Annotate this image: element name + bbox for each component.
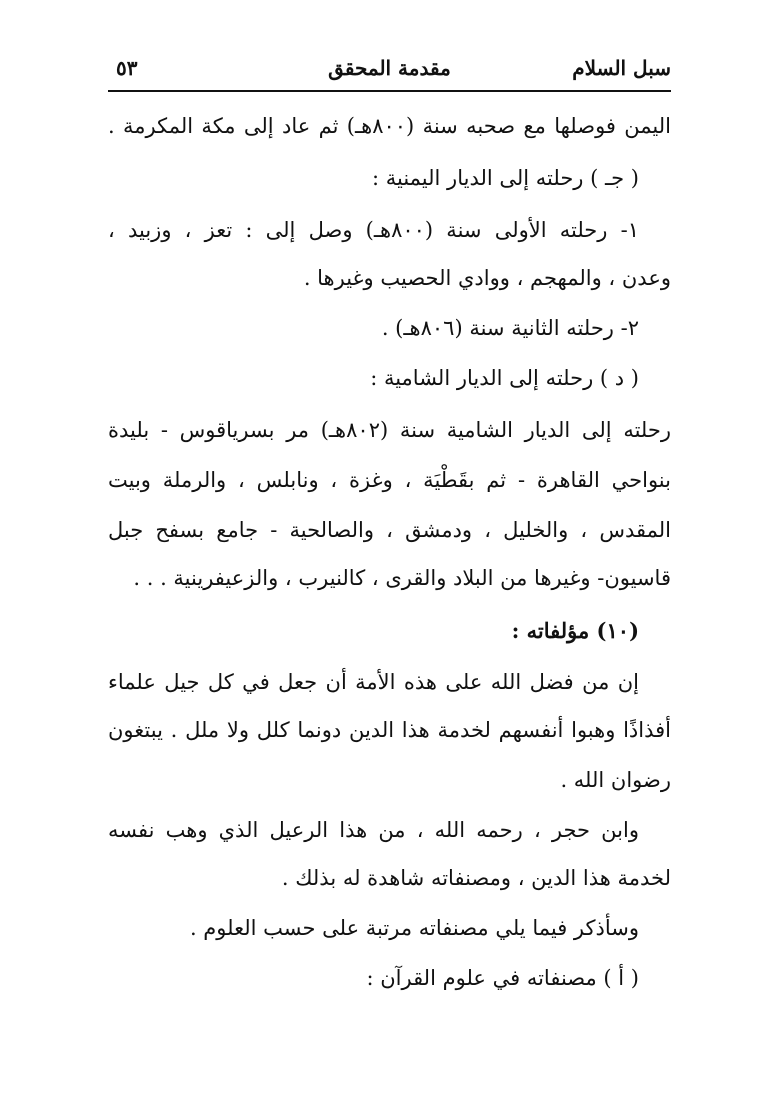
text-line-1: اليمن فوصلها مع صحبه سنة (٨٠٠هـ) ثم عاد إلى مكة المكرمة . [108, 114, 671, 138]
page-header [108, 48, 671, 92]
text-line-5: ٢- رحلته الثانية سنة (٨٠٦هـ) . [381, 316, 639, 340]
text-line-16: لخدمة هذا الدين ، ومصنفاته شاهدة له بذلك . [281, 866, 671, 890]
subheading-sham-travels: ( د ) رحلته إلى الديار الشامية : [370, 366, 639, 390]
section-heading-works: (١٠) مؤلفاته : [511, 618, 639, 643]
text-line-9: المقدس ، والخليل ، ودمشق ، والصالحية - جامع بسفح جبل [108, 518, 672, 542]
subheading-yemen-travels: ( جـ ) رحلته إلى الديار اليمنية : [371, 166, 639, 190]
text-line-15: وابن حجر ، رحمه الله ، من هذا الرعيل الذي وهب نفسه [108, 818, 639, 842]
book-title: سبل السلام [572, 56, 671, 80]
text-line-8: بنواحي القاهرة - ثم بقَطْيَة ، وغزة ، ونابلس ، والرملة وبيت [108, 468, 671, 492]
text-line-14: رضوان الله . [560, 768, 671, 792]
text-line-7: رحلته إلى الديار الشامية سنة (٨٠٢هـ) مر بسرياقوس - بليدة [108, 418, 671, 442]
subheading-quran-works: ( أ ) مصنفاته في علوم القرآن : [366, 966, 639, 990]
text-line-10: قاسيون- وغيرها من البلاد والقرى ، كالنيرب ، والزعيفرينية . . . [133, 566, 671, 590]
text-line-12: إن من فضل الله على هذه الأمة أن جعل في كل جيل علماء [108, 670, 639, 694]
section-title: مقدمة المحقق [328, 56, 451, 80]
text-line-3: ١- رحلته الأولى سنة (٨٠٠هـ) وصل إلى : تعز ، وزبيد ، [108, 218, 639, 242]
text-line-17: وسأذكر فيما يلي مصنفاته مرتبة على حسب العلوم . [189, 916, 639, 940]
page-number: ٥٣ [116, 56, 138, 80]
text-line-13: أفذاذًا وهبوا أنفسهم لخدمة هذا الدين دونما كلل ولا ملل . يبتغون [108, 718, 671, 742]
text-line-4: وعدن ، والمهجم ، ووادي الحصيب وغيرها . [303, 266, 671, 290]
